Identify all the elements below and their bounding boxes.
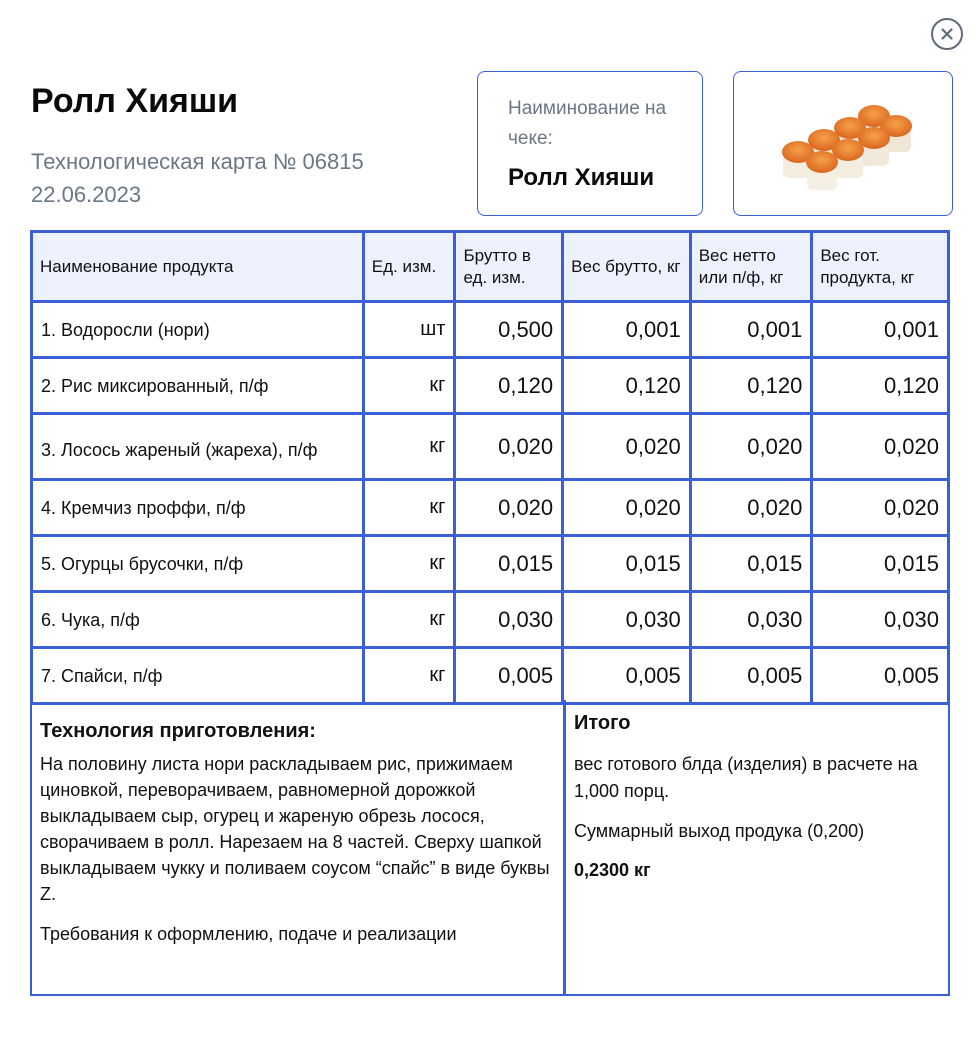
requirements-text: Требования к оформлению, подаче и реализации [40,924,457,944]
header-unit: Ед. изм. [363,232,455,302]
total-value: 0,2300 кг [574,860,651,880]
header-ready-kg: Вес гот. продукта, кг [812,232,949,302]
total-title: Итого [574,712,631,734]
close-button[interactable] [931,18,963,50]
unit: кг [363,358,455,414]
total-sum-label: Суммарный выход продука (0,200) [574,821,865,841]
unit: кг [363,480,455,536]
ready-kg: 0,020 [812,480,949,536]
gross-unit: 0,005 [455,648,563,704]
ready-kg: 0,001 [812,302,949,358]
total-description: вес готового блда (изделия) в расчете на 1,000 порц. [574,754,918,801]
ready-kg: 0,030 [812,592,949,648]
tech-card-date: 22.06.2023 [31,182,142,207]
tech-card-number: Технологическая карта № 06815 [31,149,364,174]
close-icon [941,28,953,40]
net-kg: 0,005 [690,648,812,704]
gross-kg: 0,005 [563,648,691,704]
unit: кг [363,592,455,648]
product-name: 2. Рис миксированный, п/ф [32,358,364,414]
ingredients-table [30,230,950,705]
product-name: 7. Спайси, п/ф [32,648,364,704]
receipt-name: Ролл Хияши [508,164,655,191]
product-name: 6. Чука, п/ф [32,592,364,648]
net-kg: 0,030 [690,592,812,648]
table-row [32,358,949,414]
table-row [32,414,949,480]
technology-title: Технология приготовления: [40,720,316,742]
gross-kg: 0,020 [563,480,691,536]
header-product-name: Наименование продукта [32,232,364,302]
net-kg: 0,001 [690,302,812,358]
table-row [32,302,949,358]
net-kg: 0,020 [690,414,812,480]
technology-text: На половину листа нори раскладываем рис, прижимаем циновкой, переворачиваем, равномерной дорожкой выкладываем сыр, огурец и жареную обрезь лосося, сворачиваем в ролл. Нарезаем на 8 частей. Сверху шапкой выкладываем чукку и поливаем соусом “спайс” в виде буквы Z. [40,754,550,904]
header-gross-kg: Вес брутто, кг [563,232,691,302]
product-name: 4. Кремчиз проффи, п/ф [32,480,364,536]
gross-unit: 0,500 [455,302,563,358]
receipt-name-card [477,71,703,216]
gross-unit: 0,020 [455,414,563,480]
gross-unit: 0,015 [455,536,563,592]
dish-photo [733,71,953,216]
ready-kg: 0,120 [812,358,949,414]
summary-section [30,700,950,996]
page-title: Ролл Хияши [31,82,239,120]
gross-kg: 0,120 [563,358,691,414]
gross-kg: 0,030 [563,592,691,648]
unit: кг [363,536,455,592]
total-panel [566,700,948,994]
header-gross-unit: Брутто в ед. изм. [455,232,563,302]
gross-kg: 0,020 [563,414,691,480]
tech-card-info [31,145,364,211]
table-row [32,592,949,648]
unit: кг [363,648,455,704]
sushi-roll-image [763,94,923,194]
gross-kg: 0,015 [563,536,691,592]
table-header-row [32,232,949,302]
unit: кг [363,414,455,480]
net-kg: 0,020 [690,480,812,536]
unit: шт [363,302,455,358]
product-name: 1. Водоросли (нори) [32,302,364,358]
net-kg: 0,015 [690,536,812,592]
table-row [32,536,949,592]
product-name: 5. Огурцы брусочки, п/ф [32,536,364,592]
gross-unit: 0,030 [455,592,563,648]
gross-unit: 0,120 [455,358,563,414]
gross-unit: 0,020 [455,480,563,536]
technology-panel [32,700,566,994]
ready-kg: 0,005 [812,648,949,704]
table-row [32,480,949,536]
gross-kg: 0,001 [563,302,691,358]
ready-kg: 0,015 [812,536,949,592]
table-row [32,648,949,704]
header-net-kg: Вес нетто или п/ф, кг [690,232,812,302]
receipt-label: Наиминование на чеке: [508,98,667,149]
ready-kg: 0,020 [812,414,949,480]
net-kg: 0,120 [690,358,812,414]
product-name: 3. Лосось жареный (жареха), п/ф [32,414,364,480]
